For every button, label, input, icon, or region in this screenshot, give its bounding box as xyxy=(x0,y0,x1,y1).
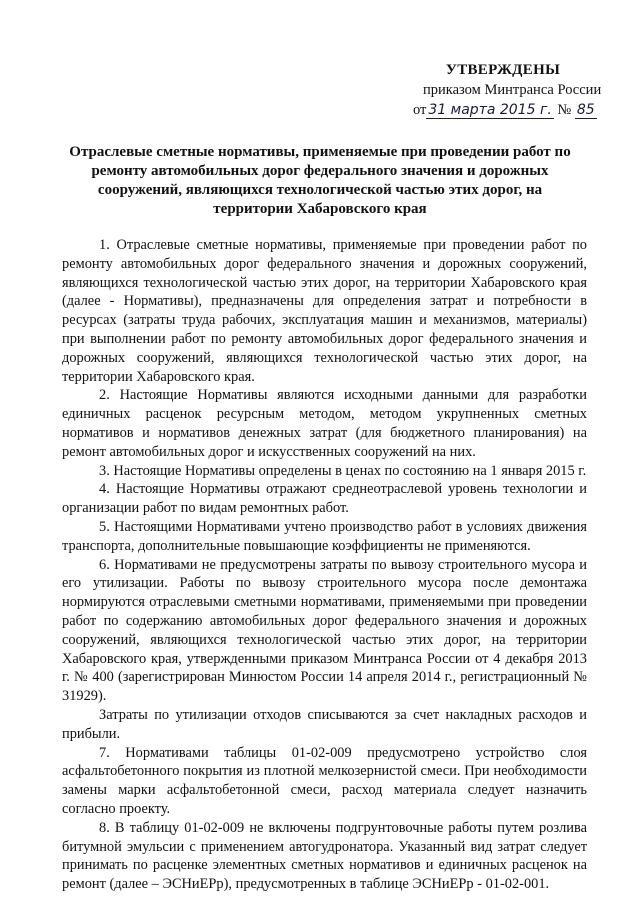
paragraph-5: 5. Настоящими Нормативами учтено производство работ в условиях движения транспорта, дополнительные повышающие коэффициенты не применяются. xyxy=(62,518,587,554)
approval-order-line: приказом Минтранса России xyxy=(423,82,602,98)
approval-date-number-line xyxy=(393,100,613,120)
approval-block xyxy=(393,60,613,120)
document-body xyxy=(62,236,587,894)
handwritten-number: 85 xyxy=(576,102,595,118)
paragraph-3: 3. Настоящие Нормативы определены в ценах по состоянию на 1 января 2015 г. xyxy=(99,462,587,479)
handwritten-date: 31 марта 2015 г. xyxy=(428,102,552,118)
paragraph-1: 1. Отраслевые сметные нормативы, применяемые при проведении работ по ремонту автомобильных дорог федерального значения и дорожных сооружений, являющихся технологической частью этих дорог, на территории Хабаровского края (далее - Нормативы), предназначены для определения затрат и потребности в ресурсах (затраты труда рабочих, эксплуатация машин и механизмов, материалы) при выполнении работ по ремонту автомобильных дорог федерального значения и дорожных сооружений, являющихся технологической частью этих дорог, на территории Хабаровского края. xyxy=(62,237,587,385)
paragraph-7: 7. Нормативами таблицы 01-02-009 предусмотрено устройство слоя асфальтобетонного покрытия из плотной мелкозернистой смеси. При необходимости замены марки асфальтобетонной смеси, расход материала следует назначить согласно проекту. xyxy=(62,744,587,817)
paragraph-6-continued: Затраты по утилизации отходов списываются за счет накладных расходов и прибыли. xyxy=(62,706,587,742)
date-prefix: от xyxy=(413,102,427,118)
paragraph-6: 6. Нормативами не предусмотрены затраты по вывозу строительного мусора и его утилизации. Работы по вывозу строительного мусора после демонтажа нормируются отраслевыми сметными нормативами, применяемыми при проведении работ по содержанию автомобильных дорог федерального значения и дорожных сооружений, являющихся технологической частью этих дорог, на территории Хабаровского края, утвержденными приказом Минтранса России от 4 декабря 2013 г. № 400 (зарегистрирован Минюстом России 14 апреля 2014 г., регистрационный № 31929). xyxy=(62,556,587,705)
number-prefix: № xyxy=(557,102,572,118)
paragraph-8: 8. В таблицу 01-02-009 не включены подгрунтовочные работы путем розлива битумной эмульсии с применением автогудронатора. Указанный вид затрат следует принимать по расценке элементных сметных нормативов и единичных расценок на ремонт (далее – ЭСНиЕРр), предусмотренных в таблице ЭСНиЕРр - 01-02-001. xyxy=(62,819,587,893)
document-title: Отраслевые сметные нормативы, применяемые при проведении работ по ремонту автомобильных дорог федерального значения и дорожных сооружений, являющихся технологической частью этих дорог, на территории Хабаровского края xyxy=(69,144,571,217)
paragraph-2: 2. Настоящие Нормативы являются исходными данными для разработки единичных расценок ресурсным методом, методом укрупненных сметных нормативов и нормативов денежных затрат (для бюджетного планирования) на ремонт автомобильных дорог и искусственных сооружений на них. xyxy=(62,387,587,460)
approval-heading: УТВЕРЖДЕНЫ xyxy=(445,62,561,78)
paragraph-4: 4. Настоящие Нормативы отражают среднеотраслевой уровень технологии и организации работ по видам ремонтных работ. xyxy=(62,481,587,517)
